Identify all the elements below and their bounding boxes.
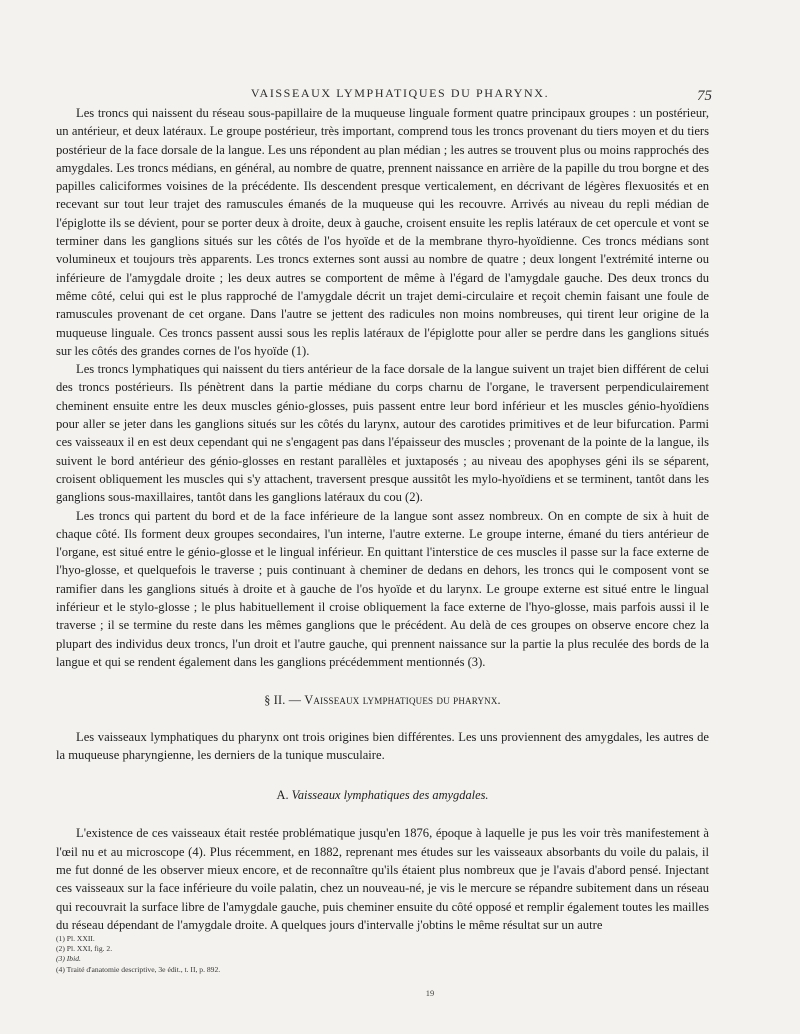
paragraph: Les troncs qui partent du bord et de la face inférieure de la langue sont assez nombreux. On en compte de six à huit de chaque côté. Ils forment deux groupes secondaires, l'un interne, l'autre externe. Le groupe interne, émané du tiers antérieur de l'organe, est situé entre le génio-glosse et le lingual inférieur. En quittant l'interstice de ces muscles il passe sur la face externe de l'hyo-glosse, et quelquefois le traverse ; puis continuant à cheminer de dedans en dehors, les troncs qui le composent vont se ramifier dans les ganglions situés à droite et à gauche de l'os hyoïde et du larynx. Le groupe externe est situé entre le lingual inférieur et le stylo-glosse ; le plus habituellement il croise obliquement la face externe de l'hyo-glosse, mais parfois aussi il le traverse ; il se termine du reste dans les mêmes ganglions que le précédent. Au delà de ces groupes on observe encore chez la plupart des individus deux troncs, l'un droit et l'autre gauche, qui prennent naissance sur la partie la plus reculée des bords de la langue et qui se rendent également dans les ganglions précédemment mentionnés (3). — [56, 508, 709, 669]
paragraph: Les vaisseaux lymphatiques du pharynx ont trois origines bien différentes. Les uns proviennent des amygdales, les autres de la muqueuse pharyngienne, les derniers de la tunique musculaire. — [56, 729, 709, 762]
running-title: VAISSEAUX LYMPHATIQUES DU PHARYNX. — [250, 86, 550, 100]
section-title: Vaisseaux lymphatiques du pharynx. — [304, 693, 501, 708]
footnote: (4) Traité d'anatomie descriptive, 3e édit., t. II, p. 892. — [56, 964, 221, 974]
paragraph: L'existence de ces vaisseaux était restée problématique jusqu'en 1876, époque à laquelle je pus les voir très manifestement à l'œil nu et au microscope (4). Plus récemment, en 1882, reprenant mes études sur les vaisseaux absorbants du voile du palais, il me fut donné de les observer mieux encore, et de reconnaître qu'ils étaient plus nombreux que je l'avais d'abord pensé. Injectant ces vaisseaux sur la face inférieure du voile palatin, chez un nouveau-né, je vis le mercure se répandre subitement dans un réseau qui recouvrait la surface libre de l'amygdale gauche, puis cheminer ensuite du côté opposé et remplir également toutes les mailles du réseau dépendant de l'amygdale droite. A quelques jours d'intervalle j'obtins le même résultat sur un autre — [56, 826, 709, 932]
footnote: (3) Ibid. — [56, 954, 81, 964]
footnote: (2) Pl. XXI, fig. 2. — [56, 944, 113, 954]
page-number: 75 — [697, 88, 712, 104]
main-text — [56, 104, 709, 934]
subsection-title: Vaisseaux lymphatiques des amygdales. — [291, 788, 489, 803]
subsection-heading — [56, 786, 709, 804]
footnote: (1) Pl. XXII. — [56, 934, 95, 943]
paragraph: Les troncs lymphatiques qui naissent du tiers antérieur de la face dorsale de la langue suivent un trajet bien différent de celui des troncs postérieurs. Ils pénètrent dans la partie médiane du corps charnu de l'organe, le traversent perpendiculairement cheminent ensuite entre les deux muscles génio-glosses, puis passent entre leur bord inférieur et les muscles génio-hyoïdiens pour aller se jeter dans les ganglions situés sur les côtés du larynx, autour des carotides primitives et de leur bifurcation. Parmi ces vaisseaux il en est deux cependant qui ne s'engagent pas dans l'épaisseur des muscles ; provenant de la pointe de la langue, ils suivent le bord antérieur des génio-glosses en restant parallèles et juxtaposés ; au niveau des apophyses géni ils se séparent, croisent obliquement les muscles qui s'y attachent, traversent presque aussitôt les mylo-hyoïdiens et se terminent, tantôt dans les ganglions sous-maxillaires, tantôt dans les ganglions latéraux du cou (2). — [56, 362, 709, 505]
section-number: § II. — — [264, 693, 302, 708]
footnotes — [56, 934, 220, 975]
paragraph: Les troncs qui naissent du réseau sous-papillaire de la muqueuse linguale forment quatre principaux groupes : un postérieur, un antérieur, et deux latéraux. Le groupe postérieur, très important, comprend tous les troncs provenant du tiers moyen et du tiers postérieur de la face dorsale de la langue. Les uns répondent au plan médian ; les autres se trouvent plus ou moins rapprochés des amygdales. Les troncs médians, en général, au nombre de quatre, prennent naissance en arrière de la papille du trou borgne et des papilles caliciformes voisines de la précédente. Ils descendent presque verticalement, en décrivant de légères flexuosités et en recevant sur tout leur trajet des ramuscules émanés de la muqueuse qui les recouvre. Arrivés au niveau du repli médian de l'épiglotte ils se dévient, pour se porter deux à droite, deux à gauche, croisent ensuite les replis latéraux de cet opercule et vont se terminer dans les ganglions situés sur les côtés de l'os hyoïde et de la membrane thyro-hyoïdienne. Ces troncs médians sont volumineux et toujours très apparents. Les troncs externes sont aussi au nombre de quatre ; deux longent l'extrémité interne ou inférieure de l'amygdale droite ; les deux autres se comportent de même à l'égard de l'amygdale gauche. Des deux troncs du même côté, celui qui est le plus rapproché de l'amygdale décrit un trajet demi-circulaire et reçoit chemin faisant une foule de ramuscules provenant de cet organe. Dans l'autre se jettent des radicules non moins nombreuses, qui tirent leur origine de la muqueuse linguale. Ces troncs passent aussi sous les replis latéraux de l'épiglotte pour aller se perdre dans les ganglions situés sur les côtés des grandes cornes de l'os hyoïde (1). — [56, 106, 709, 358]
subsection-number: A. — [276, 788, 289, 803]
section-heading — [56, 691, 709, 709]
signature-mark: 19 — [425, 988, 435, 998]
